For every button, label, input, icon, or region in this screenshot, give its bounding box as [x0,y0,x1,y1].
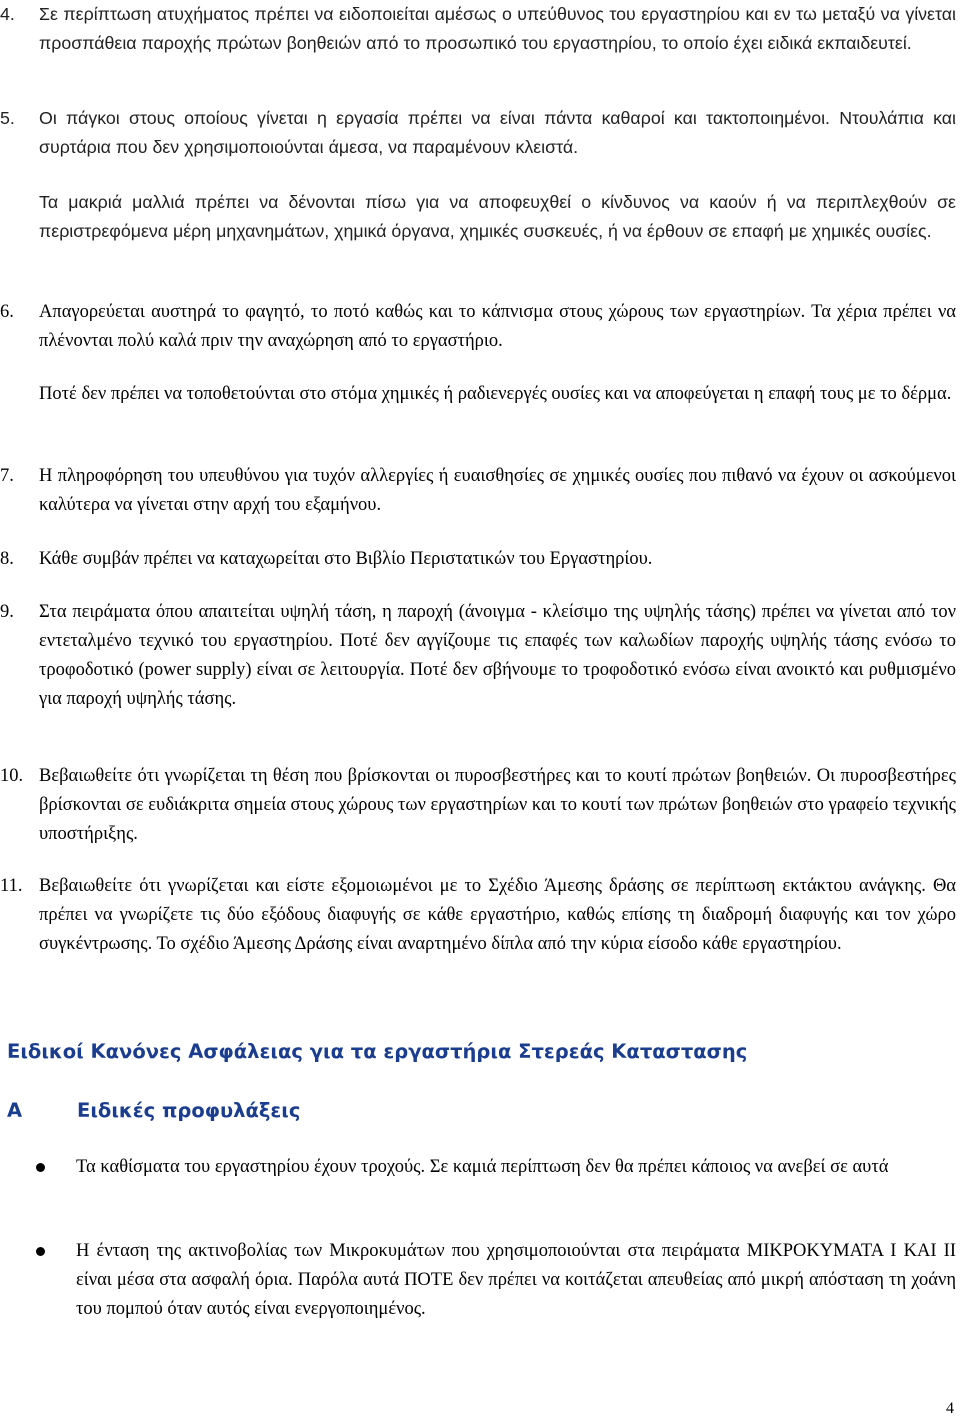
rule-text: Στα πειράματα όπου απαιτείται υψηλή τάση, η παροχή (άνοιγμα - κλείσιμο της υψηλής τάσης) πρέπει να γίνεται από τον εντεταλμένο τεχνικό του εργαστηρίου. Ποτέ δεν αγγίζουμε τις επαφές των καλωδίων παροχής υψηλής τάσης ενόσω το τροφοδοτικό (power supply) είναι σε λειτουργία. Ποτέ δεν σβήνουμε το τροφοδοτικό ενόσω είναι ανοικτό και ρυθμισμένο για παροχή υψηλής τάσης. [39,602,956,709]
section-heading: Ειδικοί Κανόνες Ασφάλειας για τα εργαστήρια Στερεάς Καταστασης [7,1040,748,1063]
subsection-title: Ειδικές προφυλάξεις [77,1099,301,1122]
bullet-dot-icon [36,1163,45,1172]
rule-text: Βεβαιωθείτε ότι γνωρίζεται τη θέση που βρίσκονται οι πυροσβεστήρες και το κουτί πρώτων βοηθειών. Οι πυροσβεστήρες βρίσκονται σε ευδιάκριτα σημεία στους χώρους των εργαστηρίων και το κουτί των πρώτων βοηθειών στο γραφείο τεχνικής υποστήριξης. [39,766,956,844]
rule-number: 7. [0,466,14,486]
bullet-text: Η ένταση της ακτινοβολίας των Μικροκυμάτων που χρησιμοποιούνται στα πειράματα ΜΙΚΡΟΚΥΜΑΤΑ Ι ΚΑΙ ΙΙ είναι μέσα στα ασφαλή όρια. Παρόλα αυτά ΠΟΤΕ δεν πρέπει να κοιτάζεται απευθείας από μικρή απόσταση τη χοάνη του πομπού όταν αυτός είναι ενεργοποιημένος. [76,1241,956,1319]
rule-number: 6. [0,302,14,322]
bullet-dot-icon [36,1247,45,1256]
rule-text: Τα μακριά μαλλιά πρέπει να δένονται πίσω για να αποφευχθεί ο κίνδυνος να καούν ή να περιπλεχθούν σε περιστρεφόμενα μέρη μηχανημάτων, χημικά όργανα, χημικές συσκευές, ή να έρθουν σε επαφή με χημικές ουσίες. [39,192,956,241]
rule-text: Ποτέ δεν πρέπει να τοποθετούνται στο στόμα χημικές ή ραδιενεργές ουσίες και να αποφεύγεται η επαφή τους με το δέρμα. [39,384,952,404]
bullet-text: Τα καθίσματα του εργαστηρίου έχουν τροχούς. Σε καμιά περίπτωση δεν θα πρέπει κάποιος να ανεβεί σε αυτά [76,1157,889,1177]
rule-text: Η πληροφόρηση του υπευθύνου για τυχόν αλλεργίες ή ευαισθησίες σε χημικές ουσίες που πιθανό να έχουν οι ασκούμενοι καλύτερα να γίνεται στην αρχή του εξαμήνου. [39,466,956,515]
rule-text: Οι πάγκοι στους οποίους γίνεται η εργασία πρέπει να είναι πάντα καθαροί και τακτοποιημένοι. Ντουλάπια και συρτάρια που δεν χρησιμοποιούνται άμεσα, να παραμένουν κλειστά. [39,108,956,157]
rule-number: 10. [0,766,24,786]
rule-number: 8. [0,549,14,569]
rule-text: Βεβαιωθείτε ότι γνωρίζεται και είστε εξομοιωμένοι με το Σχέδιο Άμεσης δράσης σε περίπτωση εκτάκτου ανάγκης. Θα πρέπει να γνωρίζετε τις δύο εξόδους διαφυγής σε κάθε εργαστήριο, καθώς επίσης τη διαδρομή διαφυγής και τον χώρο συγκέντρωσης. Το σχέδιο Άμεσης Δράσης είναι αναρτημένο δίπλα από την κύρια είσοδο κάθε εργαστηρίου. [39,876,956,954]
rule-number: 9. [0,602,14,622]
page-number: 4 [946,1400,954,1417]
rule-number: 5. [0,108,15,128]
subsection-letter: Α [7,1099,23,1122]
rule-number: 4. [0,4,15,24]
rule-text: Απαγορεύεται αυστηρά το φαγητό, το ποτό καθώς και το κάπνισμα στους χώρους των εργαστηρίων. Τα χέρια πρέπει να πλένονται πολύ καλά πριν την αναχώρηση από το εργαστήριο. [39,302,956,351]
rule-number: 11. [0,876,23,896]
rule-text: Κάθε συμβάν πρέπει να καταχωρείται στο Βιβλίο Περιστατικών του Εργαστηρίου. [39,549,653,569]
rule-text: Σε περίπτωση ατυχήματος πρέπει να ειδοποιείται αμέσως ο υπεύθυνος του εργαστηρίου και εν τω μεταξύ να γίνεται προσπάθεια παροχής πρώτων βοηθειών από το προσωπικό του εργαστηρίου, το οποίο έχει ειδικά εκπαιδευτεί. [39,4,956,53]
